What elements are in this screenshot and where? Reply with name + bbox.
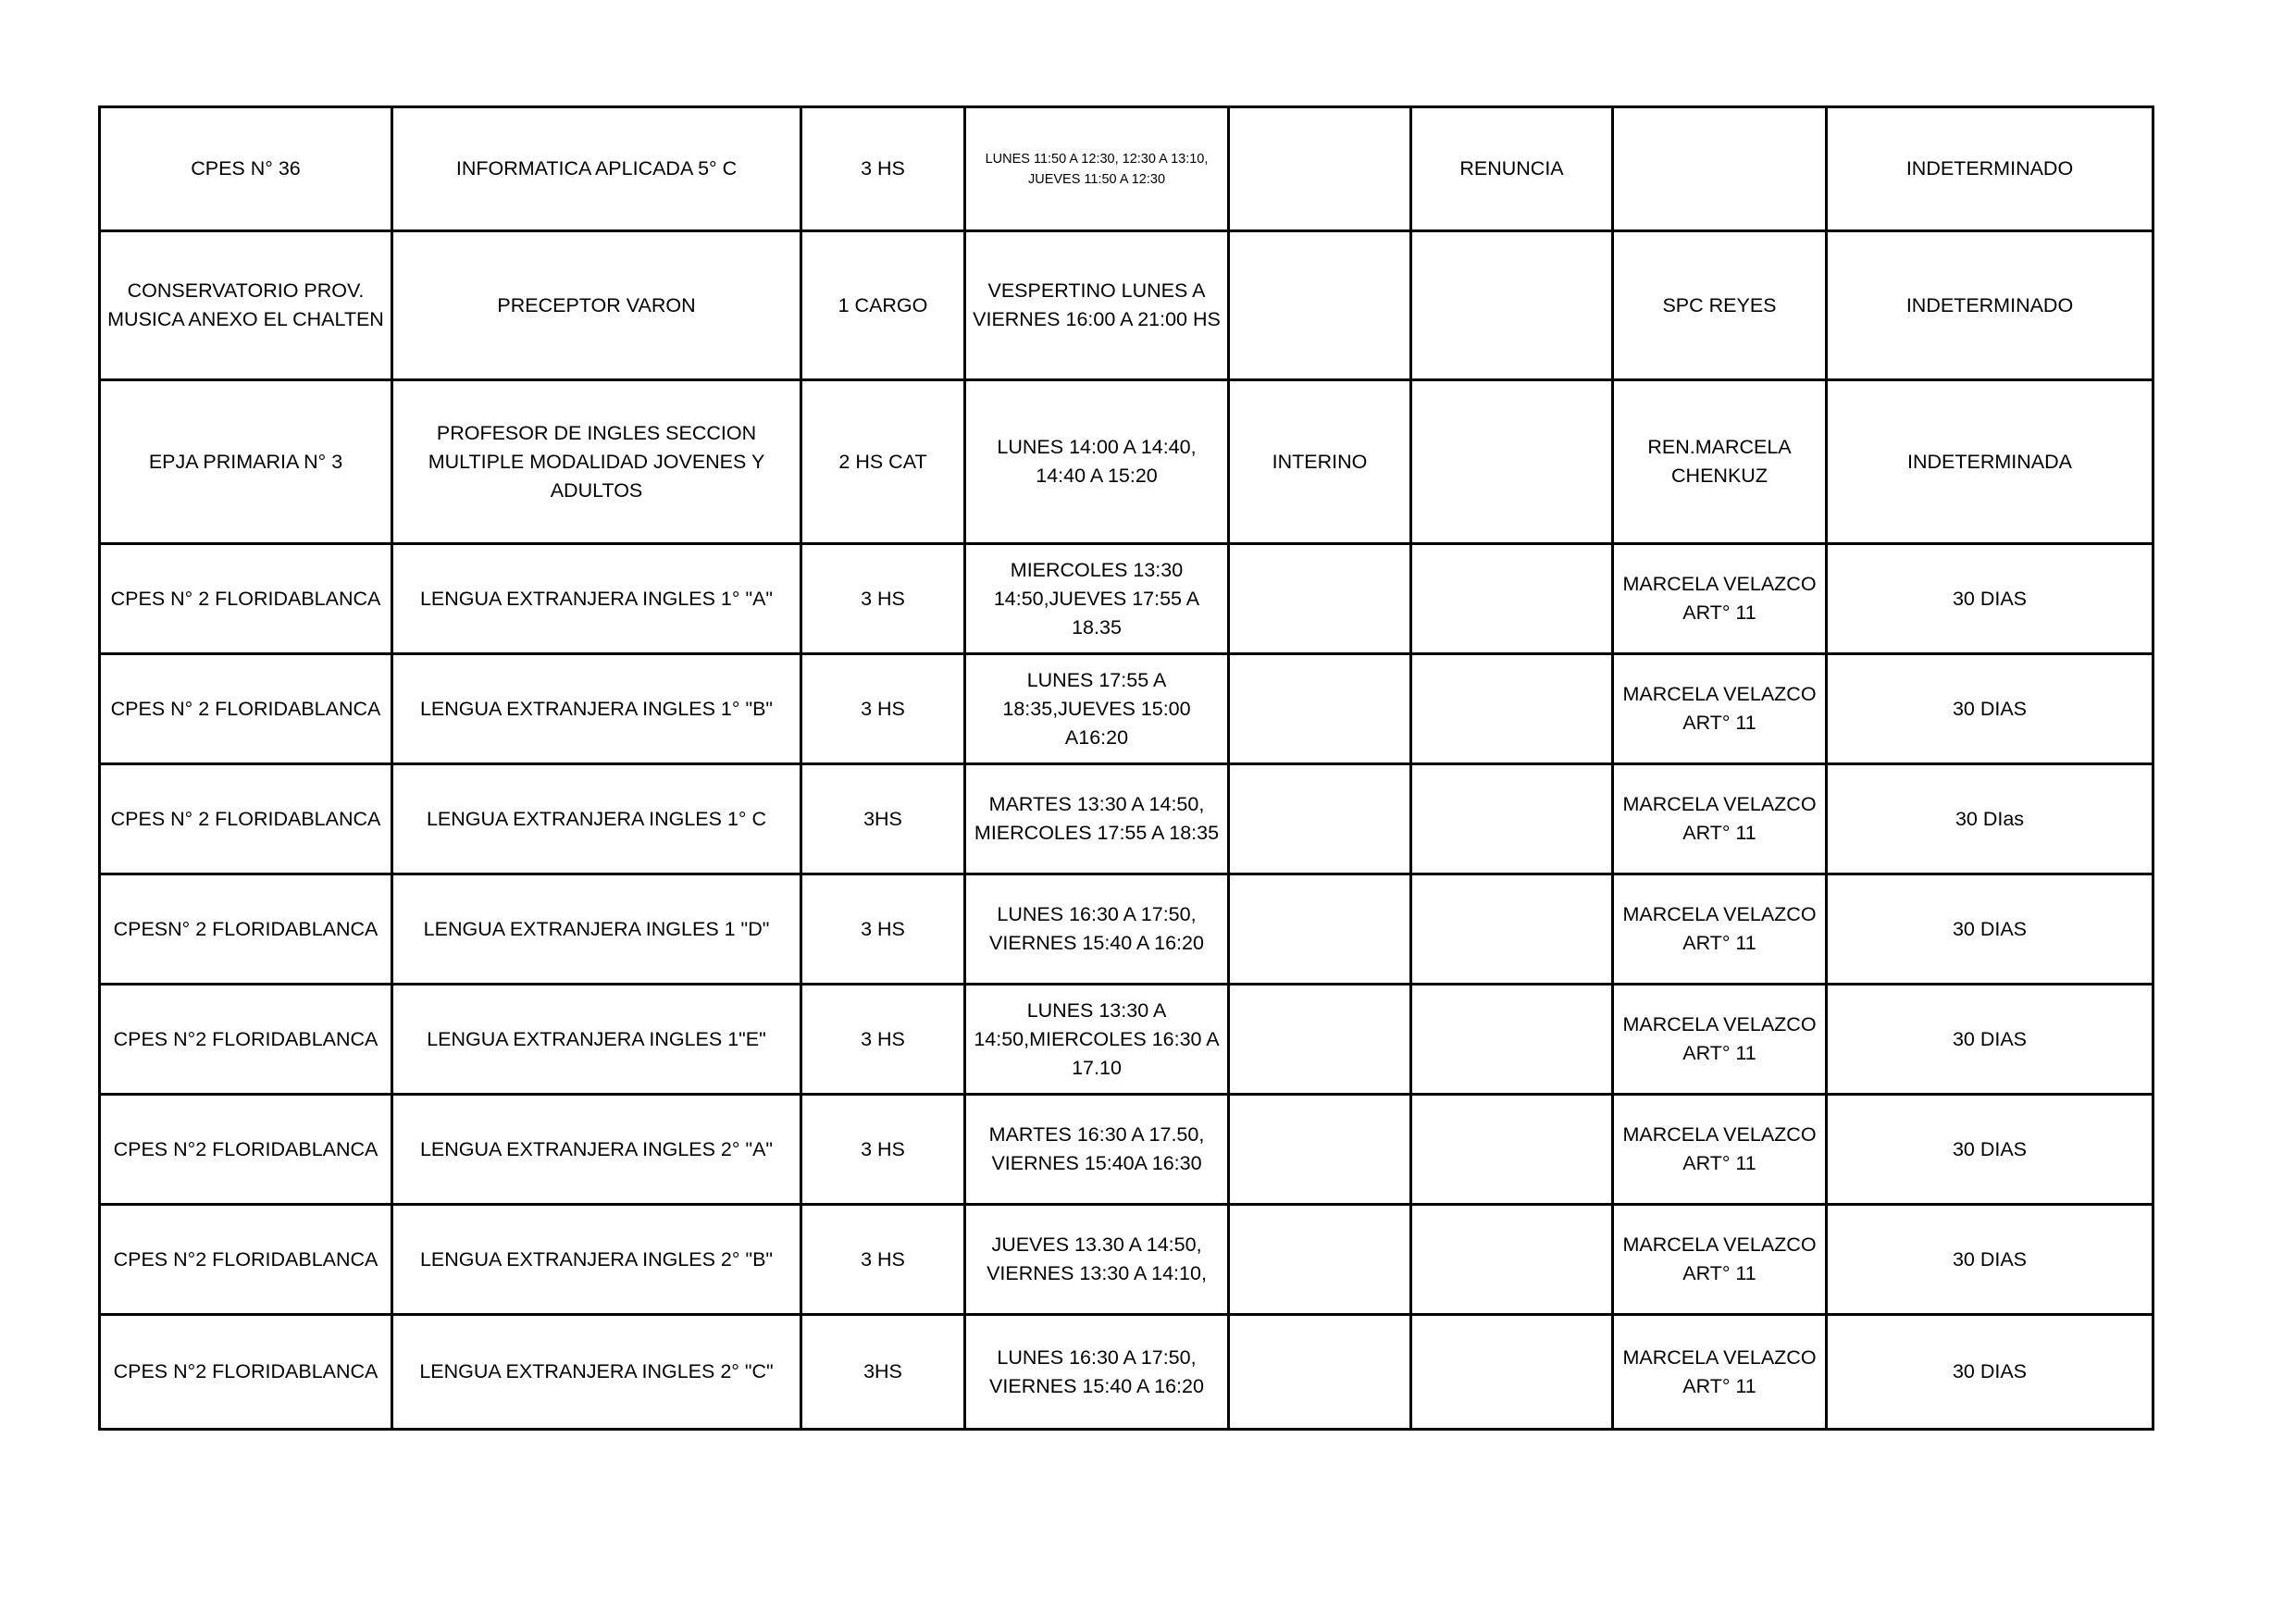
hours-cell: 3 HS <box>801 107 965 231</box>
reason-cell <box>1411 654 1613 764</box>
reason-cell <box>1411 874 1613 985</box>
duration-cell: INDETERMINADA <box>1827 380 2153 544</box>
reason-cell: RENUNCIA <box>1411 107 1613 231</box>
schedule-cell: LUNES 11:50 A 12:30, 12:30 A 13:10, JUEVES 11:50 A 12:30 <box>965 107 1229 231</box>
school-cell: CPES N°2 FLORIDABLANCA <box>100 1315 392 1430</box>
school-cell: CPES N°2 FLORIDABLANCA <box>100 1205 392 1315</box>
hours-cell: 3 HS <box>801 985 965 1095</box>
status-cell <box>1229 874 1411 985</box>
school-cell: CPES N°2 FLORIDABLANCA <box>100 1095 392 1205</box>
schedule-cell: LUNES 13:30 A 14:50,MIERCOLES 16:30 A 17.10 <box>965 985 1229 1095</box>
schedule-cell: MIERCOLES 13:30 14:50,JUEVES 17:55 A 18.35 <box>965 544 1229 654</box>
duration-cell: 30 DIAS <box>1827 1315 2153 1430</box>
status-cell: INTERINO <box>1229 380 1411 544</box>
position-cell: LENGUA EXTRANJERA INGLES 2° "C" <box>392 1315 801 1430</box>
status-cell <box>1229 1315 1411 1430</box>
replacement-cell: MARCELA VELAZCO ART° 11 <box>1613 544 1827 654</box>
duration-cell: 30 DIAS <box>1827 544 2153 654</box>
table-row <box>100 874 2153 985</box>
school-cell: CPES N° 2 FLORIDABLANCA <box>100 654 392 764</box>
reason-cell <box>1411 1205 1613 1315</box>
schedule-cell: LUNES 17:55 A 18:35,JUEVES 15:00 A16:20 <box>965 654 1229 764</box>
schedule-cell: JUEVES 13.30 A 14:50, VIERNES 13:30 A 14:10, <box>965 1205 1229 1315</box>
schedule-cell: VESPERTINO LUNES A VIERNES 16:00 A 21:00 HS <box>965 231 1229 380</box>
table-row <box>100 764 2153 874</box>
position-cell: LENGUA EXTRANJERA INGLES 1 "D" <box>392 874 801 985</box>
reason-cell <box>1411 1315 1613 1430</box>
duration-cell: 30 DIAS <box>1827 1205 2153 1315</box>
vacancies-table <box>98 105 2154 1431</box>
hours-cell: 3 HS <box>801 1095 965 1205</box>
replacement-cell: MARCELA VELAZCO ART° 11 <box>1613 764 1827 874</box>
replacement-cell: SPC REYES <box>1613 231 1827 380</box>
position-cell: PROFESOR DE INGLES SECCION MULTIPLE MODALIDAD JOVENES Y ADULTOS <box>392 380 801 544</box>
table-row <box>100 107 2153 231</box>
replacement-cell <box>1613 107 1827 231</box>
hours-cell: 1 CARGO <box>801 231 965 380</box>
schedule-cell: LUNES 14:00 A 14:40, 14:40 A 15:20 <box>965 380 1229 544</box>
duration-cell: 30 DIas <box>1827 764 2153 874</box>
school-cell: CPES N° 36 <box>100 107 392 231</box>
reason-cell <box>1411 985 1613 1095</box>
table-row <box>100 654 2153 764</box>
status-cell <box>1229 231 1411 380</box>
position-cell: PRECEPTOR VARON <box>392 231 801 380</box>
table-row <box>100 231 2153 380</box>
position-cell: INFORMATICA APLICADA 5° C <box>392 107 801 231</box>
replacement-cell: MARCELA VELAZCO ART° 11 <box>1613 1095 1827 1205</box>
replacement-cell: MARCELA VELAZCO ART° 11 <box>1613 654 1827 764</box>
hours-cell: 3 HS <box>801 654 965 764</box>
position-cell: LENGUA EXTRANJERA INGLES 2° "B" <box>392 1205 801 1315</box>
school-cell: CPESN° 2 FLORIDABLANCA <box>100 874 392 985</box>
duration-cell: 30 DIAS <box>1827 985 2153 1095</box>
duration-cell: INDETERMINADO <box>1827 231 2153 380</box>
table-row <box>100 380 2153 544</box>
position-cell: LENGUA EXTRANJERA INGLES 2° "A" <box>392 1095 801 1205</box>
status-cell <box>1229 1095 1411 1205</box>
schedule-cell: LUNES 16:30 A 17:50, VIERNES 15:40 A 16:20 <box>965 874 1229 985</box>
school-cell: CPES N° 2 FLORIDABLANCA <box>100 544 392 654</box>
replacement-cell: MARCELA VELAZCO ART° 11 <box>1613 985 1827 1095</box>
duration-cell: 30 DIAS <box>1827 1095 2153 1205</box>
position-cell: LENGUA EXTRANJERA INGLES 1° "B" <box>392 654 801 764</box>
reason-cell <box>1411 380 1613 544</box>
status-cell <box>1229 764 1411 874</box>
replacement-cell: MARCELA VELAZCO ART° 11 <box>1613 1205 1827 1315</box>
table-row <box>100 1095 2153 1205</box>
status-cell <box>1229 985 1411 1095</box>
schedule-cell: LUNES 16:30 A 17:50, VIERNES 15:40 A 16:20 <box>965 1315 1229 1430</box>
school-cell: CPES N°2 FLORIDABLANCA <box>100 985 392 1095</box>
status-cell <box>1229 1205 1411 1315</box>
status-cell <box>1229 544 1411 654</box>
schedule-cell: MARTES 13:30 A 14:50, MIERCOLES 17:55 A 18:35 <box>965 764 1229 874</box>
reason-cell <box>1411 231 1613 380</box>
hours-cell: 3 HS <box>801 1205 965 1315</box>
table-row <box>100 1315 2153 1430</box>
status-cell <box>1229 107 1411 231</box>
school-cell: CONSERVATORIO PROV. MUSICA ANEXO EL CHALTEN <box>100 231 392 380</box>
hours-cell: 3HS <box>801 1315 965 1430</box>
position-cell: LENGUA EXTRANJERA INGLES 1° "A" <box>392 544 801 654</box>
hours-cell: 3HS <box>801 764 965 874</box>
school-cell: EPJA PRIMARIA N° 3 <box>100 380 392 544</box>
table-row <box>100 544 2153 654</box>
duration-cell: INDETERMINADO <box>1827 107 2153 231</box>
position-cell: LENGUA EXTRANJERA INGLES 1° C <box>392 764 801 874</box>
hours-cell: 3 HS <box>801 544 965 654</box>
status-cell <box>1229 654 1411 764</box>
replacement-cell: MARCELA VELAZCO ART° 11 <box>1613 874 1827 985</box>
reason-cell <box>1411 1095 1613 1205</box>
replacement-cell: REN.MARCELA CHENKUZ <box>1613 380 1827 544</box>
reason-cell <box>1411 544 1613 654</box>
table-row <box>100 1205 2153 1315</box>
replacement-cell: MARCELA VELAZCO ART° 11 <box>1613 1315 1827 1430</box>
school-cell: CPES N° 2 FLORIDABLANCA <box>100 764 392 874</box>
hours-cell: 2 HS CAT <box>801 380 965 544</box>
duration-cell: 30 DIAS <box>1827 654 2153 764</box>
table-row <box>100 985 2153 1095</box>
reason-cell <box>1411 764 1613 874</box>
schedule-cell: MARTES 16:30 A 17.50, VIERNES 15:40A 16:30 <box>965 1095 1229 1205</box>
vacancies-table-body <box>100 107 2153 1430</box>
position-cell: LENGUA EXTRANJERA INGLES 1"E" <box>392 985 801 1095</box>
duration-cell: 30 DIAS <box>1827 874 2153 985</box>
hours-cell: 3 HS <box>801 874 965 985</box>
